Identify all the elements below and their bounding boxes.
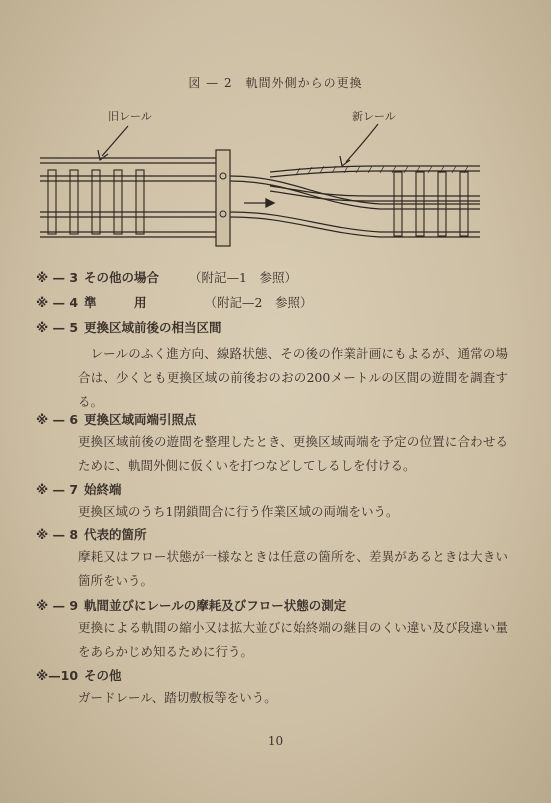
note-body: 更換による軌間の縮小又は拡大並びに始終端の継目のくい違い及び段違い量をあらかじめ知るために行う。 <box>78 620 508 659</box>
note-mark: ※ — 3 <box>36 270 79 285</box>
note-body: 更換区域前後の遊間を整理したとき、更換区域両端を予定の位置に合わせるために、軌間外側に仮くいを打つなどしてしるしを付ける。 <box>78 434 508 473</box>
new-rail-label: 新レール <box>352 110 396 123</box>
note-8 <box>36 525 506 593</box>
note-mark: ※ — 4 <box>36 295 79 310</box>
note-5 <box>36 318 506 414</box>
page-number: 10 <box>267 734 284 748</box>
note-mark: ※ — 8 <box>36 527 79 542</box>
note-body: レールのふく進方向、線路状態、その後の作業計画にもよるが、通常の場合は、少くとも更換区域の前後おのおの200メートルの区間の遊間を調査する。 <box>78 346 508 409</box>
note-body: ガードレール、踏切敷板等をいう。 <box>78 690 277 705</box>
note-mark: ※ — 5 <box>36 320 79 335</box>
note-title: 更換区域前後の相当区間 <box>84 320 222 335</box>
note-title: 代表的箇所 <box>84 527 147 542</box>
note-title: その他 <box>84 668 122 683</box>
note-7 <box>36 480 506 524</box>
note-title: 軌間並びにレールの摩耗及びフロー状態の測定 <box>84 598 347 613</box>
note-title: 準 用 <box>84 295 147 310</box>
rail-replacement-diagram <box>0 0 551 260</box>
note-title: その他の場合 <box>84 270 160 285</box>
note-title: 更換区域両端引照点 <box>84 412 197 427</box>
note-3 <box>36 268 506 286</box>
note-title: 始終端 <box>84 482 122 497</box>
note-6 <box>36 410 506 478</box>
note-4 <box>36 293 506 311</box>
note-mark: ※ — 6 <box>36 412 79 427</box>
note-10 <box>36 666 506 710</box>
old-rail-label: 旧レール <box>108 110 152 123</box>
note-body: 摩耗又はフロー状態が一様なときは任意の箇所を、差異があるときは大きい箇所をいう。 <box>78 549 508 588</box>
note-mark: ※ — 9 <box>36 598 79 613</box>
note-ref: （附記—2 参照） <box>204 295 313 310</box>
note-9 <box>36 596 506 664</box>
figure-title: 図 — 2 軌間外側からの更換 <box>188 76 363 90</box>
note-mark: ※ — 7 <box>36 482 79 497</box>
note-body: 更換区域のうち1閉鎖間合に行う作業区域の両端をいう。 <box>78 504 399 519</box>
note-ref: （附記—1 参照） <box>189 270 297 285</box>
note-mark: ※—10 <box>36 668 79 683</box>
